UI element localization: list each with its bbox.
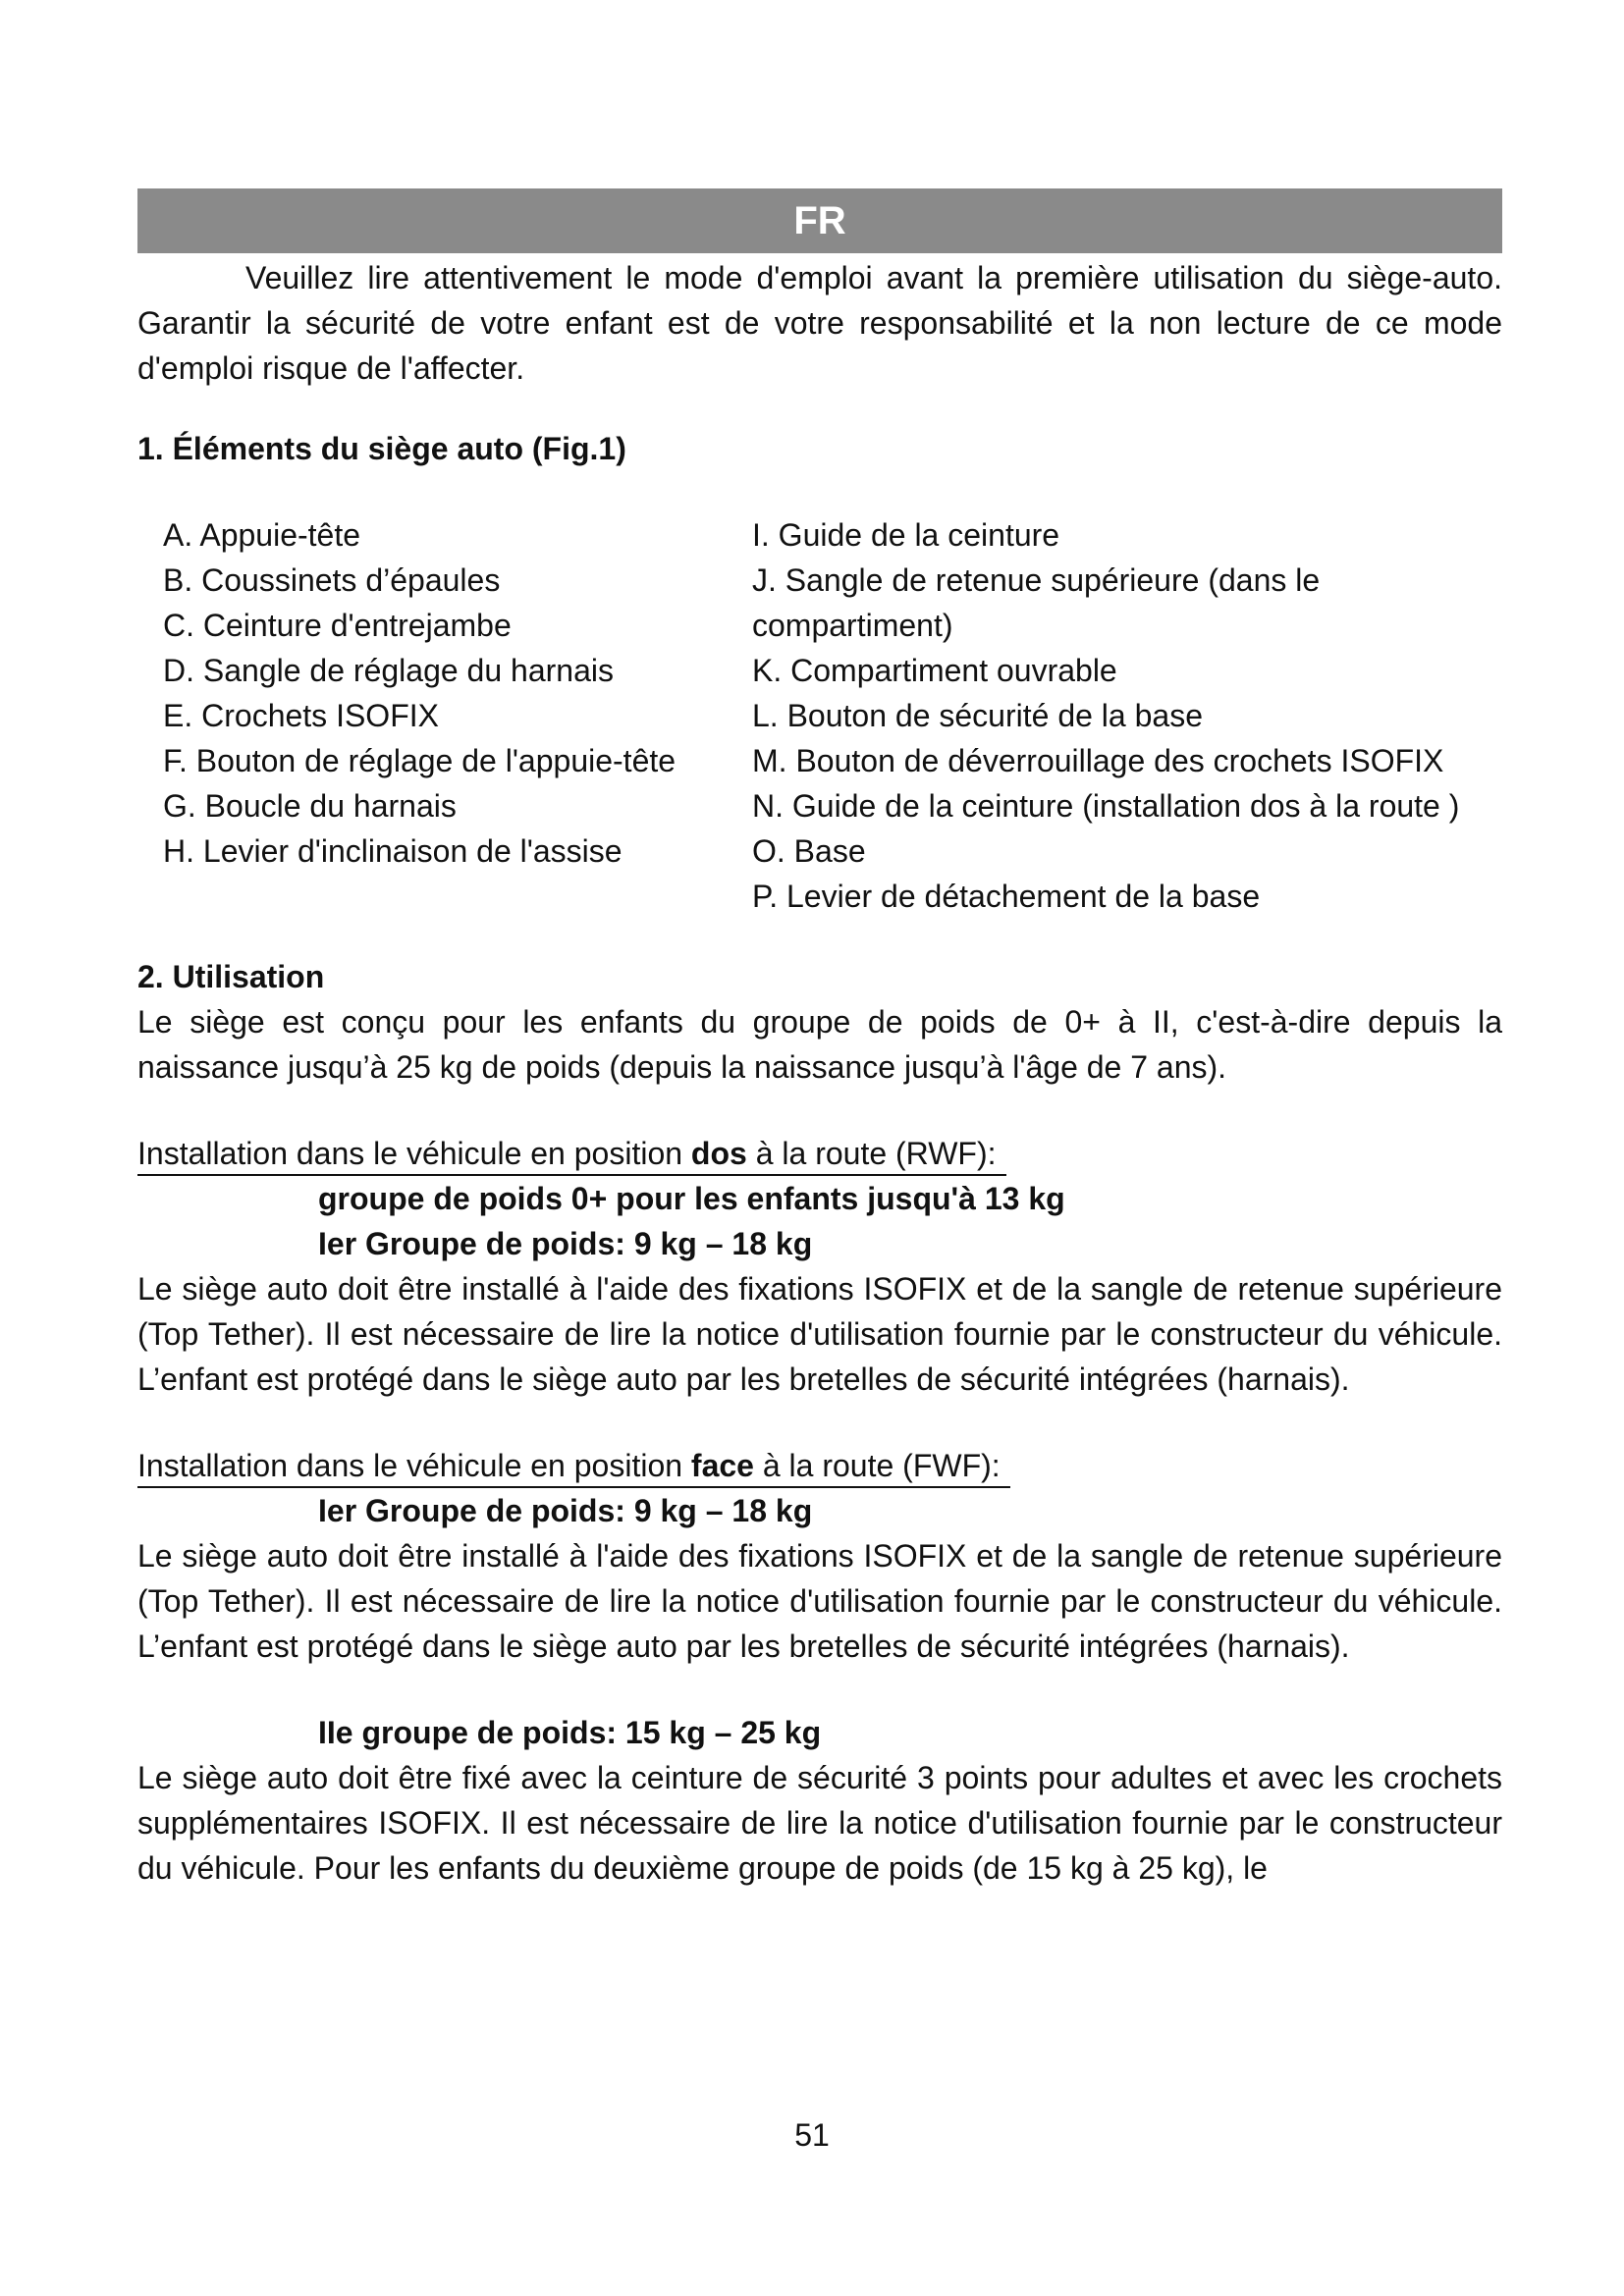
- list-item: F. Bouton de réglage de l'appuie-tête: [163, 743, 677, 778]
- list-item: K. Compartiment ouvrable: [752, 653, 1117, 688]
- fwf-heading: Installation dans le véhicule en position face à la route (FWF):: [137, 1443, 1502, 1488]
- list-item: M. Bouton de déverrouillage des crochets ISOFIX: [752, 743, 1444, 778]
- list-item: N. Guide de la ceinture (installation dos à la route ): [752, 788, 1460, 824]
- fwf-paragraph: Le siège auto doit être installé à l'aide des fixations ISOFIX et de la sangle de retenue supérieure (Top Tether). Il est nécessaire de lire la notice d'utilisation fournie par le constructeur du véhicule. L’enfant est protégé dans le siège auto par les bretelles de sécurité intégrées (harnais).: [137, 1538, 1502, 1664]
- section-2-title: 2. Utilisation: [137, 959, 325, 994]
- fwf-group-1: Ier Groupe de poids: 9 kg – 18 kg: [318, 1493, 813, 1528]
- section-1-title: 1. Éléments du siège auto (Fig.1): [137, 431, 626, 466]
- list-item: O. Base: [752, 833, 866, 869]
- rwf-group-1: Ier Groupe de poids: 9 kg – 18 kg: [318, 1226, 813, 1261]
- fwf-paragraph-2: Le siège auto doit être fixé avec la ceinture de sécurité 3 points pour adultes et avec les crochets supplémentaires ISOFIX. Il est nécessaire de lire la notice d'utilisation fournie par le constructeur du véhicule. Pour les enfants du deuxième groupe de poids (de 15 kg à 25 kg), le: [137, 1760, 1502, 1886]
- list-item: I. Guide de la ceinture: [752, 517, 1060, 553]
- list-item: G. Boucle du harnais: [163, 788, 457, 824]
- page-number: 51: [794, 2117, 830, 2153]
- list-item: H. Levier d'inclinaison de l'assise: [163, 833, 623, 869]
- language-header: FR: [137, 188, 1502, 253]
- list-item: P. Levier de détachement de la base: [752, 879, 1261, 914]
- list-item: E. Crochets ISOFIX: [163, 698, 439, 733]
- list-item: A. Appuie-tête: [163, 517, 361, 553]
- list-item: B. Coussinets d’épaules: [163, 562, 501, 598]
- rwf-heading: Installation dans le véhicule en position dos à la route (RWF):: [137, 1131, 1502, 1176]
- intro-paragraph: Veuillez lire attentivement le mode d'emploi avant la première utilisation du siège-auto. Garantir la sécurité de votre enfant est de votre responsabilité et la non lecture de ce mode d'emploi risque de l'affecter.: [137, 260, 1502, 386]
- elements-right-column: [752, 512, 1498, 919]
- section-2-paragraph: Le siège est conçu pour les enfants du groupe de poids de 0+ à II, c'est-à-dire depuis la naissance jusqu’à 25 kg de poids (depuis la naissance jusqu’à l'âge de 7 ans).: [137, 1004, 1502, 1085]
- list-item: C. Ceinture d'entrejambe: [163, 608, 512, 643]
- list-item: J. Sangle de retenue supérieure (dans le compartiment): [752, 562, 1321, 643]
- rwf-paragraph: Le siège auto doit être installé à l'aide des fixations ISOFIX et de la sangle de retenue supérieure (Top Tether). Il est nécessaire de lire la notice d'utilisation fournie par le constructeur du véhicule. L’enfant est protégé dans le siège auto par les bretelles de sécurité intégrées (harnais).: [137, 1271, 1502, 1397]
- manual-page: [137, 188, 1502, 1891]
- elements-list: [137, 512, 1502, 919]
- fwf-group-2: IIe groupe de poids: 15 kg – 25 kg: [318, 1715, 822, 1750]
- list-item: D. Sangle de réglage du harnais: [163, 653, 614, 688]
- elements-left-column: [137, 512, 752, 919]
- list-item: L. Bouton de sécurité de la base: [752, 698, 1203, 733]
- rwf-group-0plus: groupe de poids 0+ pour les enfants jusqu'à 13 kg: [318, 1181, 1065, 1216]
